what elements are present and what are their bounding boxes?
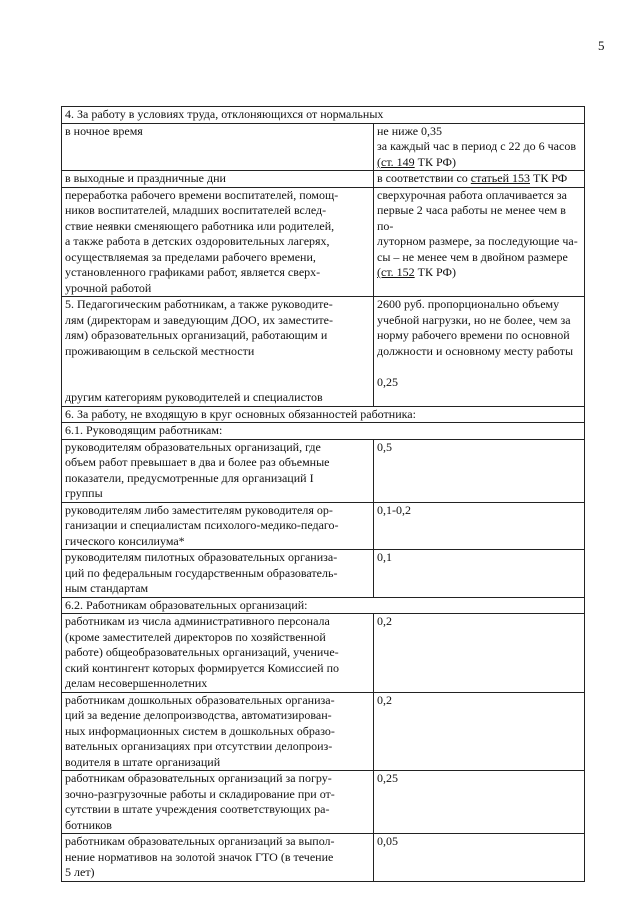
night-value-cell xyxy=(374,123,585,171)
row-label: руководителям либо заместителям руководителя ор- ганизации и специалистам психолого-медико-педаго- гического консилиума* xyxy=(62,502,374,550)
section-4-title: 4. За работу в условиях труда, отклоняющихся от нормальных xyxy=(62,107,585,124)
night-ref-link[interactable]: (ст. 149 xyxy=(377,154,415,169)
section-5-label: 5. Педагогическим работникам, а также руководите- лям (директорам и заведующим ДОО, их заместите- лям) образовательных организаций, работающим и проживающим в сельской местности xyxy=(65,297,333,358)
row-value: 0,2 xyxy=(374,614,585,693)
section-6-1-header-row xyxy=(62,423,585,440)
overtime-value-cell xyxy=(374,187,585,297)
table-row xyxy=(62,771,585,834)
holidays-value-prefix: в соответствии со xyxy=(377,171,471,185)
row-label: руководителям образовательных организаций, где объем работ превышает в два и более раз объемные показатели, предусмотренные для организаций I группы xyxy=(62,439,374,502)
row-value: 0,2 xyxy=(374,692,585,771)
table-row-section-5 xyxy=(62,297,585,407)
section-6-2-header-row xyxy=(62,597,585,614)
table-row-holidays xyxy=(62,171,585,188)
section-5-value: 2600 руб. пропорционально объему учебной нагрузки, но не более, чем за норму рабочего времени по основной должности и основному месту работы xyxy=(377,297,574,358)
row-value: 0,1-0,2 xyxy=(374,502,585,550)
holidays-value-suffix: ТК РФ xyxy=(530,171,568,185)
table-row-overtime xyxy=(62,187,585,297)
row-label: работникам из числа административного персонала (кроме заместителей директоров по хозяйственной работе) общеобразовательных организаций, учениче- ский контингент которых формируется Комиссией по делам несовершеннолетних xyxy=(62,614,374,693)
other-categories-value: 0,25 xyxy=(377,374,398,389)
row-label: работникам образовательных организаций за выпол- нение нормативов на золотой значок ГТО (в течение 5 лет) xyxy=(62,834,374,882)
table-row xyxy=(62,439,585,502)
section-6-title: 6. За работу, не входящую в круг основных обязанностей работника: xyxy=(62,406,585,423)
table-row xyxy=(62,834,585,882)
section-5-value-cell xyxy=(374,297,585,407)
night-label: в ночное время xyxy=(62,123,374,171)
overtime-ref-tail: ТК РФ) xyxy=(414,265,456,279)
table-row xyxy=(62,502,585,550)
section-6-1-title: 6.1. Руководящим работникам: xyxy=(62,423,585,440)
row-label: работникам дошкольных образовательных организа- ций за ведение делопроизводства, автоматизирован- ных информационных систем в дошкольных образо- вательных организациях при отсутствии делопроиз- водителя в штате организаций xyxy=(62,692,374,771)
section-6-header-row xyxy=(62,406,585,423)
overtime-ref-link[interactable]: (ст. 152 xyxy=(377,265,415,279)
section-6-2-title: 6.2. Работникам образовательных организаций: xyxy=(62,597,585,614)
night-value-line1: не ниже 0,35 xyxy=(377,123,443,138)
page-number: 5 xyxy=(598,38,605,53)
holidays-value-cell xyxy=(374,171,585,188)
holidays-article-link[interactable]: статьей 153 xyxy=(470,171,530,185)
row-label: работникам образовательных организаций за погру- зочно-разгрузочные работы и складирование при от- сутствии в штате учреждения соответствующих ра- ботников xyxy=(62,771,374,834)
table-row xyxy=(62,550,585,598)
overtime-label: переработка рабочего времени воспитателей, помощ- ников воспитателей, младших воспитателей вслед- ствие неявки сменяющего работника или родителей, а также работа в детских оздоровительных лагерях, осуществляемая за пределами рабочего времени, установленного графиками работ, является сверх- урочной работой xyxy=(62,187,374,297)
other-categories-label: другим категориям руководителей и специалистов xyxy=(65,390,323,404)
table-row-night xyxy=(62,123,585,171)
holidays-label: в выходные и праздничные дни xyxy=(62,171,374,188)
allowances-table xyxy=(61,106,585,882)
row-value: 0,5 xyxy=(374,439,585,502)
overtime-value: сверхурочная работа оплачивается за первые 2 часа работы не менее чем в по- луторном размере, за последующие ча- сы – не менее чем в двойном размере xyxy=(377,187,578,264)
night-ref-tail: ТК РФ) xyxy=(414,154,456,169)
row-value: 0,25 xyxy=(374,771,585,834)
table-row xyxy=(62,692,585,771)
row-label: руководителям пилотных образовательных организа- ций по федеральным государственным образователь- ным стандартам xyxy=(62,550,374,598)
table-row xyxy=(62,614,585,693)
row-value: 0,1 xyxy=(374,550,585,598)
night-value-line2: за каждый час в период с 22 до 6 часов xyxy=(377,139,576,153)
section-5-label-cell xyxy=(62,297,374,407)
row-value: 0,05 xyxy=(374,834,585,882)
section-4-header-row xyxy=(62,107,585,124)
